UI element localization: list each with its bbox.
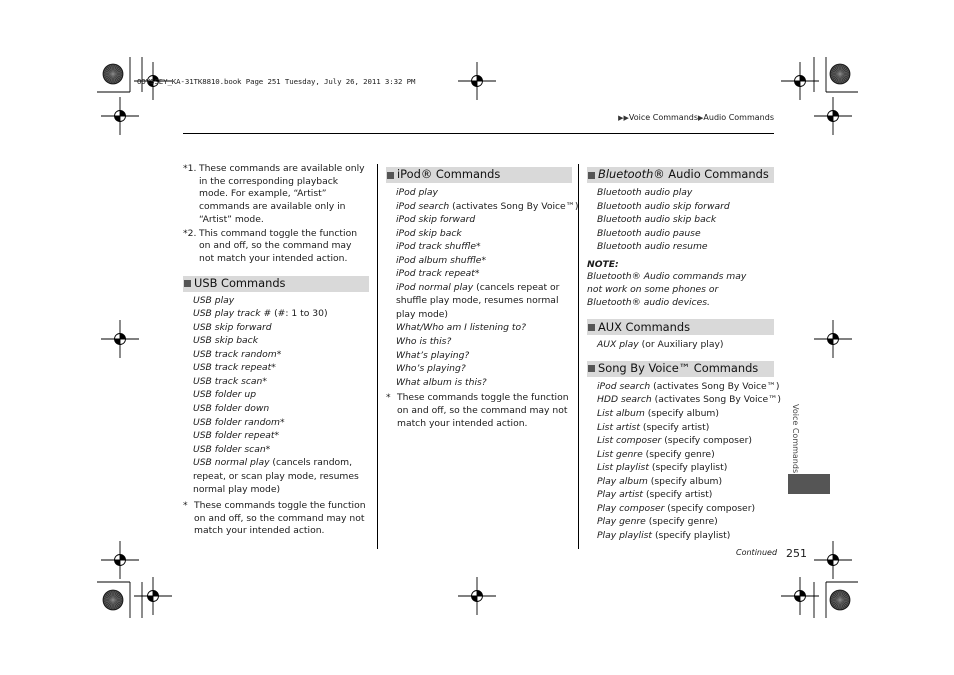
song-by-voice-command-list — [587, 380, 781, 543]
command-name: iPod search — [396, 200, 450, 212]
usb-command-list — [183, 294, 369, 457]
command-item — [587, 448, 774, 462]
ipod-normal-play — [386, 281, 572, 322]
command-name: iPod track shuffle* — [396, 241, 481, 253]
aux-commands-heading — [587, 319, 774, 335]
usb-commands-heading — [183, 276, 369, 292]
command-item — [386, 186, 572, 200]
heading-text: Song By Voice™ Commands — [598, 361, 759, 376]
bluetooth-audio-heading — [587, 167, 774, 183]
command-name: Bluetooth audio resume — [597, 241, 708, 253]
command-item — [587, 529, 774, 543]
ipod-query-list — [386, 321, 572, 389]
command-name: List genre — [597, 448, 643, 460]
command-name: iPod skip forward — [396, 214, 476, 226]
command-item — [587, 213, 774, 227]
continued-label: Continued — [736, 548, 778, 557]
command-item — [183, 402, 369, 416]
command-item — [587, 240, 774, 254]
command-item — [183, 429, 369, 443]
heading-square-icon — [184, 280, 191, 287]
note-heading: NOTE: — [587, 258, 619, 270]
command-name: List playlist — [597, 462, 649, 474]
command-note: (specify genre) — [642, 448, 715, 460]
command-item — [183, 361, 369, 375]
usb-footnote — [183, 500, 369, 538]
column-divider — [578, 164, 579, 549]
command-note: (specify genre) — [645, 516, 718, 528]
command-name: USB track repeat* — [193, 362, 276, 374]
breadcrumb-current: Audio Commands — [703, 113, 774, 122]
side-label-text: Voice Commands — [791, 404, 800, 474]
command-name: iPod skip back — [396, 227, 462, 239]
command-name: What album is this? — [396, 376, 487, 388]
command-item — [587, 393, 781, 407]
side-section-label — [788, 404, 800, 474]
command-name: Bluetooth audio pause — [597, 227, 701, 239]
command-name: USB normal play — [193, 457, 270, 469]
command-item — [183, 416, 369, 430]
aux-command-list — [587, 338, 774, 352]
command-name: List artist — [597, 421, 640, 433]
command-item — [183, 334, 369, 348]
command-item — [386, 321, 572, 335]
ipod-command-list — [386, 186, 579, 281]
footnote-1 — [183, 163, 369, 227]
command-item — [587, 227, 774, 241]
column-usb — [183, 163, 369, 538]
breadcrumb-arrow-icon: ▶ — [698, 114, 704, 122]
command-name: USB folder repeat* — [193, 430, 280, 442]
command-name: List composer — [597, 435, 662, 447]
breadcrumb-arrow-icon: ▶▶ — [618, 114, 629, 122]
command-name: iPod album shuffle* — [396, 254, 487, 266]
page-number: 251 — [786, 547, 807, 560]
command-note: (specify artist) — [643, 489, 713, 501]
command-note: (specify composer) — [664, 502, 756, 514]
command-name: iPod play — [396, 187, 438, 198]
usb-normal-play — [183, 456, 369, 497]
command-name: USB track random* — [193, 348, 282, 360]
section-tab — [788, 474, 830, 494]
bluetooth-command-list — [587, 186, 774, 254]
command-item — [587, 434, 774, 448]
footnote-text: These commands toggle the function on and off, so the command may not match your intended action. — [397, 392, 569, 429]
command-name: Bluetooth audio play — [597, 187, 693, 198]
heading-text: USB Commands — [194, 275, 286, 290]
command-item — [587, 461, 774, 475]
print-metadata: ODYSSEY_KA-31TK8810.book Page 251 Tuesday, July 26, 2011 3:32 PM — [137, 77, 416, 86]
breadcrumb — [618, 113, 774, 122]
heading-square-icon — [588, 365, 595, 372]
command-note: (activates Song By Voice™) — [651, 394, 781, 406]
command-name: USB folder scan* — [193, 443, 271, 455]
heading-text: ® Audio Commands — [653, 167, 769, 182]
command-name: iPod track repeat* — [396, 268, 480, 280]
heading-square-icon — [588, 324, 595, 331]
command-note: (or Auxiliary play) — [638, 339, 724, 351]
command-name: iPod normal play — [396, 281, 474, 293]
command-item — [587, 515, 774, 529]
heading-square-icon — [387, 172, 394, 179]
command-item — [183, 321, 369, 335]
command-item — [183, 307, 369, 321]
footnote-mark: * — [183, 499, 188, 511]
command-note: (specify playlist) — [652, 529, 731, 541]
command-name: HDD search — [597, 394, 652, 406]
command-item — [386, 267, 572, 281]
command-note: (specify artist) — [639, 421, 710, 433]
command-note: (activates Song By Voice™) — [650, 380, 780, 392]
command-name: iPod search — [597, 380, 651, 392]
heading-text: iPod® Commands — [397, 167, 501, 182]
command-item — [183, 443, 369, 457]
command-item — [587, 502, 774, 516]
command-item — [183, 388, 369, 402]
command-item — [386, 240, 572, 254]
command-item — [183, 294, 369, 308]
ipod-footnote — [386, 392, 572, 430]
footnote-text: These commands are available only in the corresponding playback mode. For example, “Artist” commands are available only in “Artist” mode. — [199, 163, 365, 225]
command-name: USB play track # — [193, 308, 272, 320]
command-item — [587, 407, 774, 421]
command-item — [386, 335, 572, 349]
command-name: AUX play — [597, 339, 639, 351]
command-item — [386, 349, 572, 363]
command-item — [386, 227, 572, 241]
command-name: What’s playing? — [396, 349, 470, 361]
footnote-2 — [183, 228, 369, 266]
command-note: (cancels repeat or shuffle play mode, resumes normal play mode) — [396, 281, 560, 320]
command-name: Who is this? — [396, 336, 452, 348]
note-text: Bluetooth® Audio commands may not work on some phones or Bluetooth® audio devices. — [587, 271, 747, 308]
command-name: Play artist — [597, 489, 644, 501]
command-item — [386, 200, 579, 214]
command-item — [587, 200, 774, 214]
command-item — [587, 488, 774, 502]
footnote-mark: *2. — [183, 227, 197, 239]
column-ipod — [386, 167, 579, 430]
command-item — [587, 475, 774, 489]
command-item — [386, 254, 572, 268]
command-note: (specify playlist) — [648, 462, 728, 474]
command-item — [587, 421, 774, 435]
ipod-commands-heading — [386, 167, 572, 183]
command-name: Who’s playing? — [396, 363, 466, 375]
breadcrumb-parent[interactable]: Voice Commands — [628, 113, 699, 122]
command-note: (specify album) — [647, 475, 723, 487]
command-note: (#: 1 to 30) — [271, 308, 328, 320]
command-name: Bluetooth audio skip forward — [597, 200, 730, 212]
command-name: Play playlist — [597, 529, 653, 541]
command-name: List album — [597, 408, 645, 420]
heading-square-icon — [588, 172, 595, 179]
command-name: USB play — [193, 294, 235, 306]
command-item — [386, 376, 572, 390]
command-name: USB track scan* — [193, 375, 267, 387]
command-name: USB folder down — [193, 403, 270, 414]
command-item — [587, 380, 780, 394]
command-item — [587, 186, 774, 200]
command-name: Play genre — [597, 516, 646, 528]
command-item — [587, 338, 774, 352]
column-divider — [377, 164, 378, 549]
footnote-text: These commands toggle the function on and off, so the command may not match your intended action. — [194, 499, 366, 537]
command-item — [386, 213, 572, 227]
command-name: Play composer — [597, 502, 665, 514]
command-item — [386, 362, 572, 376]
command-note: (cancels random, repeat, or scan play mode, resumes normal play mode) — [193, 457, 359, 496]
command-name: USB folder up — [193, 389, 257, 401]
column-bluetooth-aux — [587, 167, 781, 543]
command-name: What/Who am I listening to? — [396, 322, 527, 334]
command-name: USB skip back — [193, 335, 259, 347]
footnote-mark: * — [386, 392, 391, 404]
heading-text: AUX Commands — [598, 319, 691, 334]
header-rule — [183, 133, 774, 134]
command-name: Bluetooth audio skip back — [597, 214, 717, 226]
command-name: USB folder random* — [193, 416, 285, 428]
heading-text-italic: Bluetooth — [598, 167, 654, 182]
song-by-voice-heading — [587, 361, 774, 377]
command-note: (activates Song By Voice™) — [449, 200, 579, 212]
footnote-text: This command toggle the function on and off, so the command may not match your intended action. — [199, 227, 358, 264]
command-item — [183, 375, 369, 389]
command-item — [183, 348, 369, 362]
command-name: USB skip forward — [193, 321, 272, 333]
command-note: (specify album) — [644, 408, 719, 420]
command-note: (specify composer) — [661, 435, 752, 447]
command-name: Play album — [597, 475, 648, 487]
footnote-mark: *1. — [183, 163, 197, 174]
